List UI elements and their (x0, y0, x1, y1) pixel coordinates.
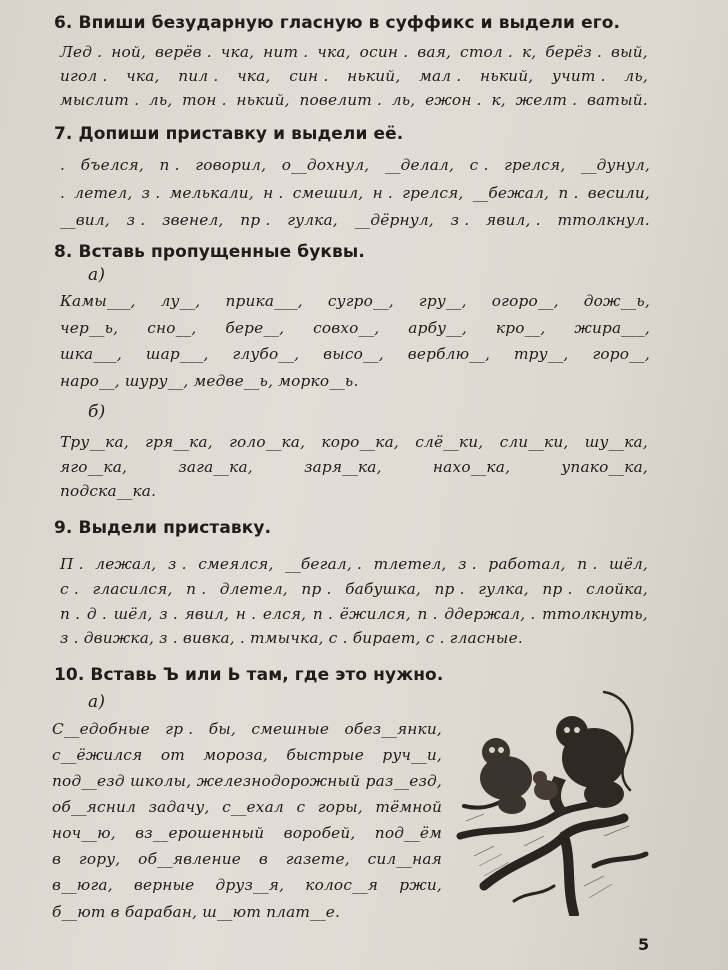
word: ржи, (399, 876, 442, 894)
word: бы, (208, 720, 236, 738)
word: нький, (236, 91, 290, 109)
word: пр . (301, 580, 332, 598)
word: к, (491, 91, 506, 109)
word: от (160, 746, 185, 764)
word: явил, . (486, 211, 541, 229)
word: об__явление (138, 850, 242, 868)
word: ль, (391, 91, 416, 109)
word: . (60, 184, 66, 202)
word: з . (167, 555, 187, 573)
exercise-7-heading: 7. Допиши приставку и выдели её. (54, 124, 404, 144)
exercise-10-line-2 (52, 746, 442, 764)
word: гласился, (92, 580, 173, 598)
exercise-10-line-5 (52, 824, 442, 842)
word: ттолкнул. (557, 211, 650, 229)
word: длетел, (219, 580, 288, 598)
word: ной, (111, 43, 147, 61)
word: д . (86, 605, 107, 623)
word: сугро__, (327, 292, 394, 310)
exercise-7-line-3 (60, 211, 650, 229)
exercise-6-line-1 (60, 43, 648, 61)
word: смешил, (292, 184, 364, 202)
word: в (258, 850, 268, 868)
exercise-9-line-3 (60, 605, 648, 623)
word: лу__, (160, 292, 201, 310)
exercise-8a-line-2 (60, 319, 650, 337)
word: н . (372, 184, 393, 202)
word: п . (186, 580, 207, 598)
word: с . (469, 156, 489, 174)
exercise-10-line-4 (52, 798, 442, 816)
word: П . (60, 555, 84, 573)
word: пр . (434, 580, 465, 598)
exercise-6-line-3 (60, 91, 648, 109)
word: смешные (251, 720, 330, 738)
word: шёл, (609, 555, 648, 573)
word: з . (450, 211, 470, 229)
word: глубо__, (232, 345, 300, 363)
word: Лед . (60, 43, 103, 61)
word: задачу, (148, 798, 210, 816)
exercise-8b-line-1 (60, 433, 648, 451)
word: з . (159, 605, 178, 623)
word: вз__ерошенный (135, 824, 265, 842)
word: высо__, (323, 345, 384, 363)
word: говорил, (195, 156, 267, 174)
word: школы, (130, 772, 192, 790)
word: чка, (317, 43, 351, 61)
word: газете, (285, 850, 350, 868)
word: сли__ки, (499, 433, 569, 451)
exercise-8a-line-4: наро__, шуру__, медве__ь, морко__ь. (60, 372, 359, 390)
word: смеялся, (198, 555, 274, 573)
word: с__ёжился (52, 746, 143, 764)
word: п . (558, 184, 579, 202)
word: нький, (347, 67, 401, 85)
exercise-9-line-4: з . движка, з . вивка, . тмычка, с . бирает, с . гласные. (60, 629, 523, 647)
word: __бежал, (472, 184, 550, 202)
word: шка___, (60, 345, 122, 363)
word: син . (289, 67, 329, 85)
word: мыслит . (60, 91, 140, 109)
word: шу__ка, (584, 433, 648, 451)
word: явил, (184, 605, 230, 623)
word: верные (133, 876, 195, 894)
word: з . (141, 184, 161, 202)
word: под__ём (374, 824, 442, 842)
word: игол . (60, 67, 108, 85)
word: п . (60, 605, 81, 623)
word: шар___, (145, 345, 209, 363)
exercise-6-heading: 6. Впиши безударную гласную в суффикс и выдели его. (54, 13, 621, 33)
word: прика___, (225, 292, 303, 310)
word: кро__, (495, 319, 546, 337)
word: с (296, 798, 306, 816)
word: сно__, (147, 319, 197, 337)
word: тру__, (513, 345, 569, 363)
exercise-6-line-2 (60, 67, 648, 85)
word: жира___, (574, 319, 650, 337)
word: нахо__ка, (432, 458, 511, 476)
word: шёл, (113, 605, 153, 623)
word: нький, (480, 67, 534, 85)
word: ль, (148, 91, 173, 109)
exercise-10-line-3 (52, 772, 442, 790)
word: лежал, (95, 555, 157, 573)
exercise-8-label-b: б) (88, 402, 106, 422)
word: берёз . (545, 43, 603, 61)
word: коро__ка, (321, 433, 399, 451)
word: зага__ка, (178, 458, 253, 476)
word: н . (263, 184, 284, 202)
word: руч__и, (382, 746, 442, 764)
word: Тру__ка, (60, 433, 129, 451)
word: ль, (624, 67, 648, 85)
word: . (60, 156, 66, 174)
word: С__едобные (52, 720, 150, 738)
word: верблю__, (407, 345, 491, 363)
word: обез__янки, (344, 720, 442, 738)
word: голо__ка, (229, 433, 306, 451)
exercise-8b-line-3: подска__ка. (60, 482, 157, 500)
word: гулка, (287, 211, 338, 229)
word: железнодорожный (196, 772, 361, 790)
word: горо__, (592, 345, 650, 363)
exercise-9-line-1 (60, 555, 648, 573)
word: упако__ка, (561, 458, 648, 476)
word: п . (312, 605, 334, 623)
exercise-7-line-2 (60, 184, 650, 202)
exercise-8-heading: 8. Вставь пропущенные буквы. (54, 242, 365, 262)
exercise-10-label-a: а) (88, 692, 106, 712)
word: арбу__, (408, 319, 467, 337)
word: быстрые (286, 746, 364, 764)
word: грелся, (402, 184, 464, 202)
word: Камы___, (60, 292, 136, 310)
word: слё__ки, (415, 433, 484, 451)
word: заря__ка, (304, 458, 382, 476)
word: __делал, (384, 156, 455, 174)
exercise-10-line-6 (52, 850, 442, 868)
word: ноч__ю, (52, 824, 116, 842)
word: __вил, (60, 211, 110, 229)
word: пр . (542, 580, 573, 598)
word: повелит . (299, 91, 383, 109)
word: н . (235, 605, 257, 623)
word: летел, (74, 184, 133, 202)
word: слойка, (586, 580, 648, 598)
word: совхо__, (313, 319, 380, 337)
word: колос__я (305, 876, 379, 894)
word: п . (417, 605, 438, 623)
word: дож__ь, (583, 292, 650, 310)
word: под__езд (52, 772, 125, 790)
word: яго__ка, (60, 458, 128, 476)
word: нит . (263, 43, 309, 61)
exercise-8a-line-3 (60, 345, 650, 363)
page-number: 5 (638, 935, 650, 954)
word: п . (577, 555, 598, 573)
word: вый, (610, 43, 648, 61)
word: работал, (488, 555, 566, 573)
word: чка, (237, 67, 271, 85)
exercise-8b-line-2 (60, 458, 648, 476)
word: мелькали, (169, 184, 254, 202)
word: елся, (262, 605, 307, 623)
word: п . (159, 156, 180, 174)
word: гулка, (478, 580, 529, 598)
word: горы, (317, 798, 363, 816)
word: стол . (460, 43, 513, 61)
exercise-9-line-2 (60, 580, 648, 598)
word: звенел, (162, 211, 224, 229)
word: грелся, (504, 156, 566, 174)
word: о__дохнул, (281, 156, 370, 174)
word: воробей, (283, 824, 356, 842)
monkeys-illustration (454, 686, 650, 916)
word: з . (126, 211, 146, 229)
exercise-9-heading: 9. Выдели приставку. (54, 518, 272, 538)
word: гору, (78, 850, 121, 868)
word: гр . (165, 720, 194, 738)
word: чер__ь, (60, 319, 119, 337)
word: огоро__, (491, 292, 559, 310)
word: гря__ка, (145, 433, 213, 451)
word: пр . (240, 211, 271, 229)
word: друз__я, (215, 876, 285, 894)
word: учит . (552, 67, 606, 85)
word: верёв . (154, 43, 212, 61)
word: ттолкнуть, (542, 605, 648, 623)
word: ежон . (425, 91, 482, 109)
exercise-8a-line-1 (60, 292, 650, 310)
word: тон . (182, 91, 227, 109)
word: мал . (419, 67, 462, 85)
word: чка, (220, 43, 255, 61)
word: сил__ная (367, 850, 442, 868)
exercise-10-line-1 (52, 720, 442, 738)
word: ёжился, (339, 605, 411, 623)
exercise-7-line-1 (60, 156, 650, 174)
word: ватый. (586, 91, 648, 109)
word: ддержал, . (444, 605, 536, 623)
exercise-8-label-a: а) (88, 265, 106, 285)
word: вая, (417, 43, 452, 61)
exercise-10-line-7 (52, 876, 442, 894)
word: бабушка, (345, 580, 421, 598)
word: чка, (126, 67, 160, 85)
word: к, (521, 43, 537, 61)
word: __бегал, . (285, 555, 363, 573)
word: __дунул, (580, 156, 650, 174)
word: в__юга, (52, 876, 113, 894)
word: тлетел, (373, 555, 447, 573)
word: гру__, (418, 292, 467, 310)
word: мороза, (203, 746, 268, 764)
exercise-10-heading: 10. Вставь Ъ или Ь там, где это нужно. (54, 665, 444, 685)
word: желт . (515, 91, 578, 109)
exercise-10-line-8: б__ют в барабан, ш__ют плат__е. (52, 903, 341, 921)
word: бъелся, (80, 156, 144, 174)
word: весили, (587, 184, 650, 202)
word: раз__езд, (365, 772, 442, 790)
word: с . (60, 580, 79, 598)
word: пил . (178, 67, 219, 85)
word: в (52, 850, 62, 868)
word: з . (458, 555, 477, 573)
word: об__яснил (52, 798, 137, 816)
word: __дёрнул, (354, 211, 434, 229)
word: тёмной (375, 798, 442, 816)
word: бере__, (225, 319, 285, 337)
word: осин . (359, 43, 409, 61)
word: с__ехал (222, 798, 284, 816)
